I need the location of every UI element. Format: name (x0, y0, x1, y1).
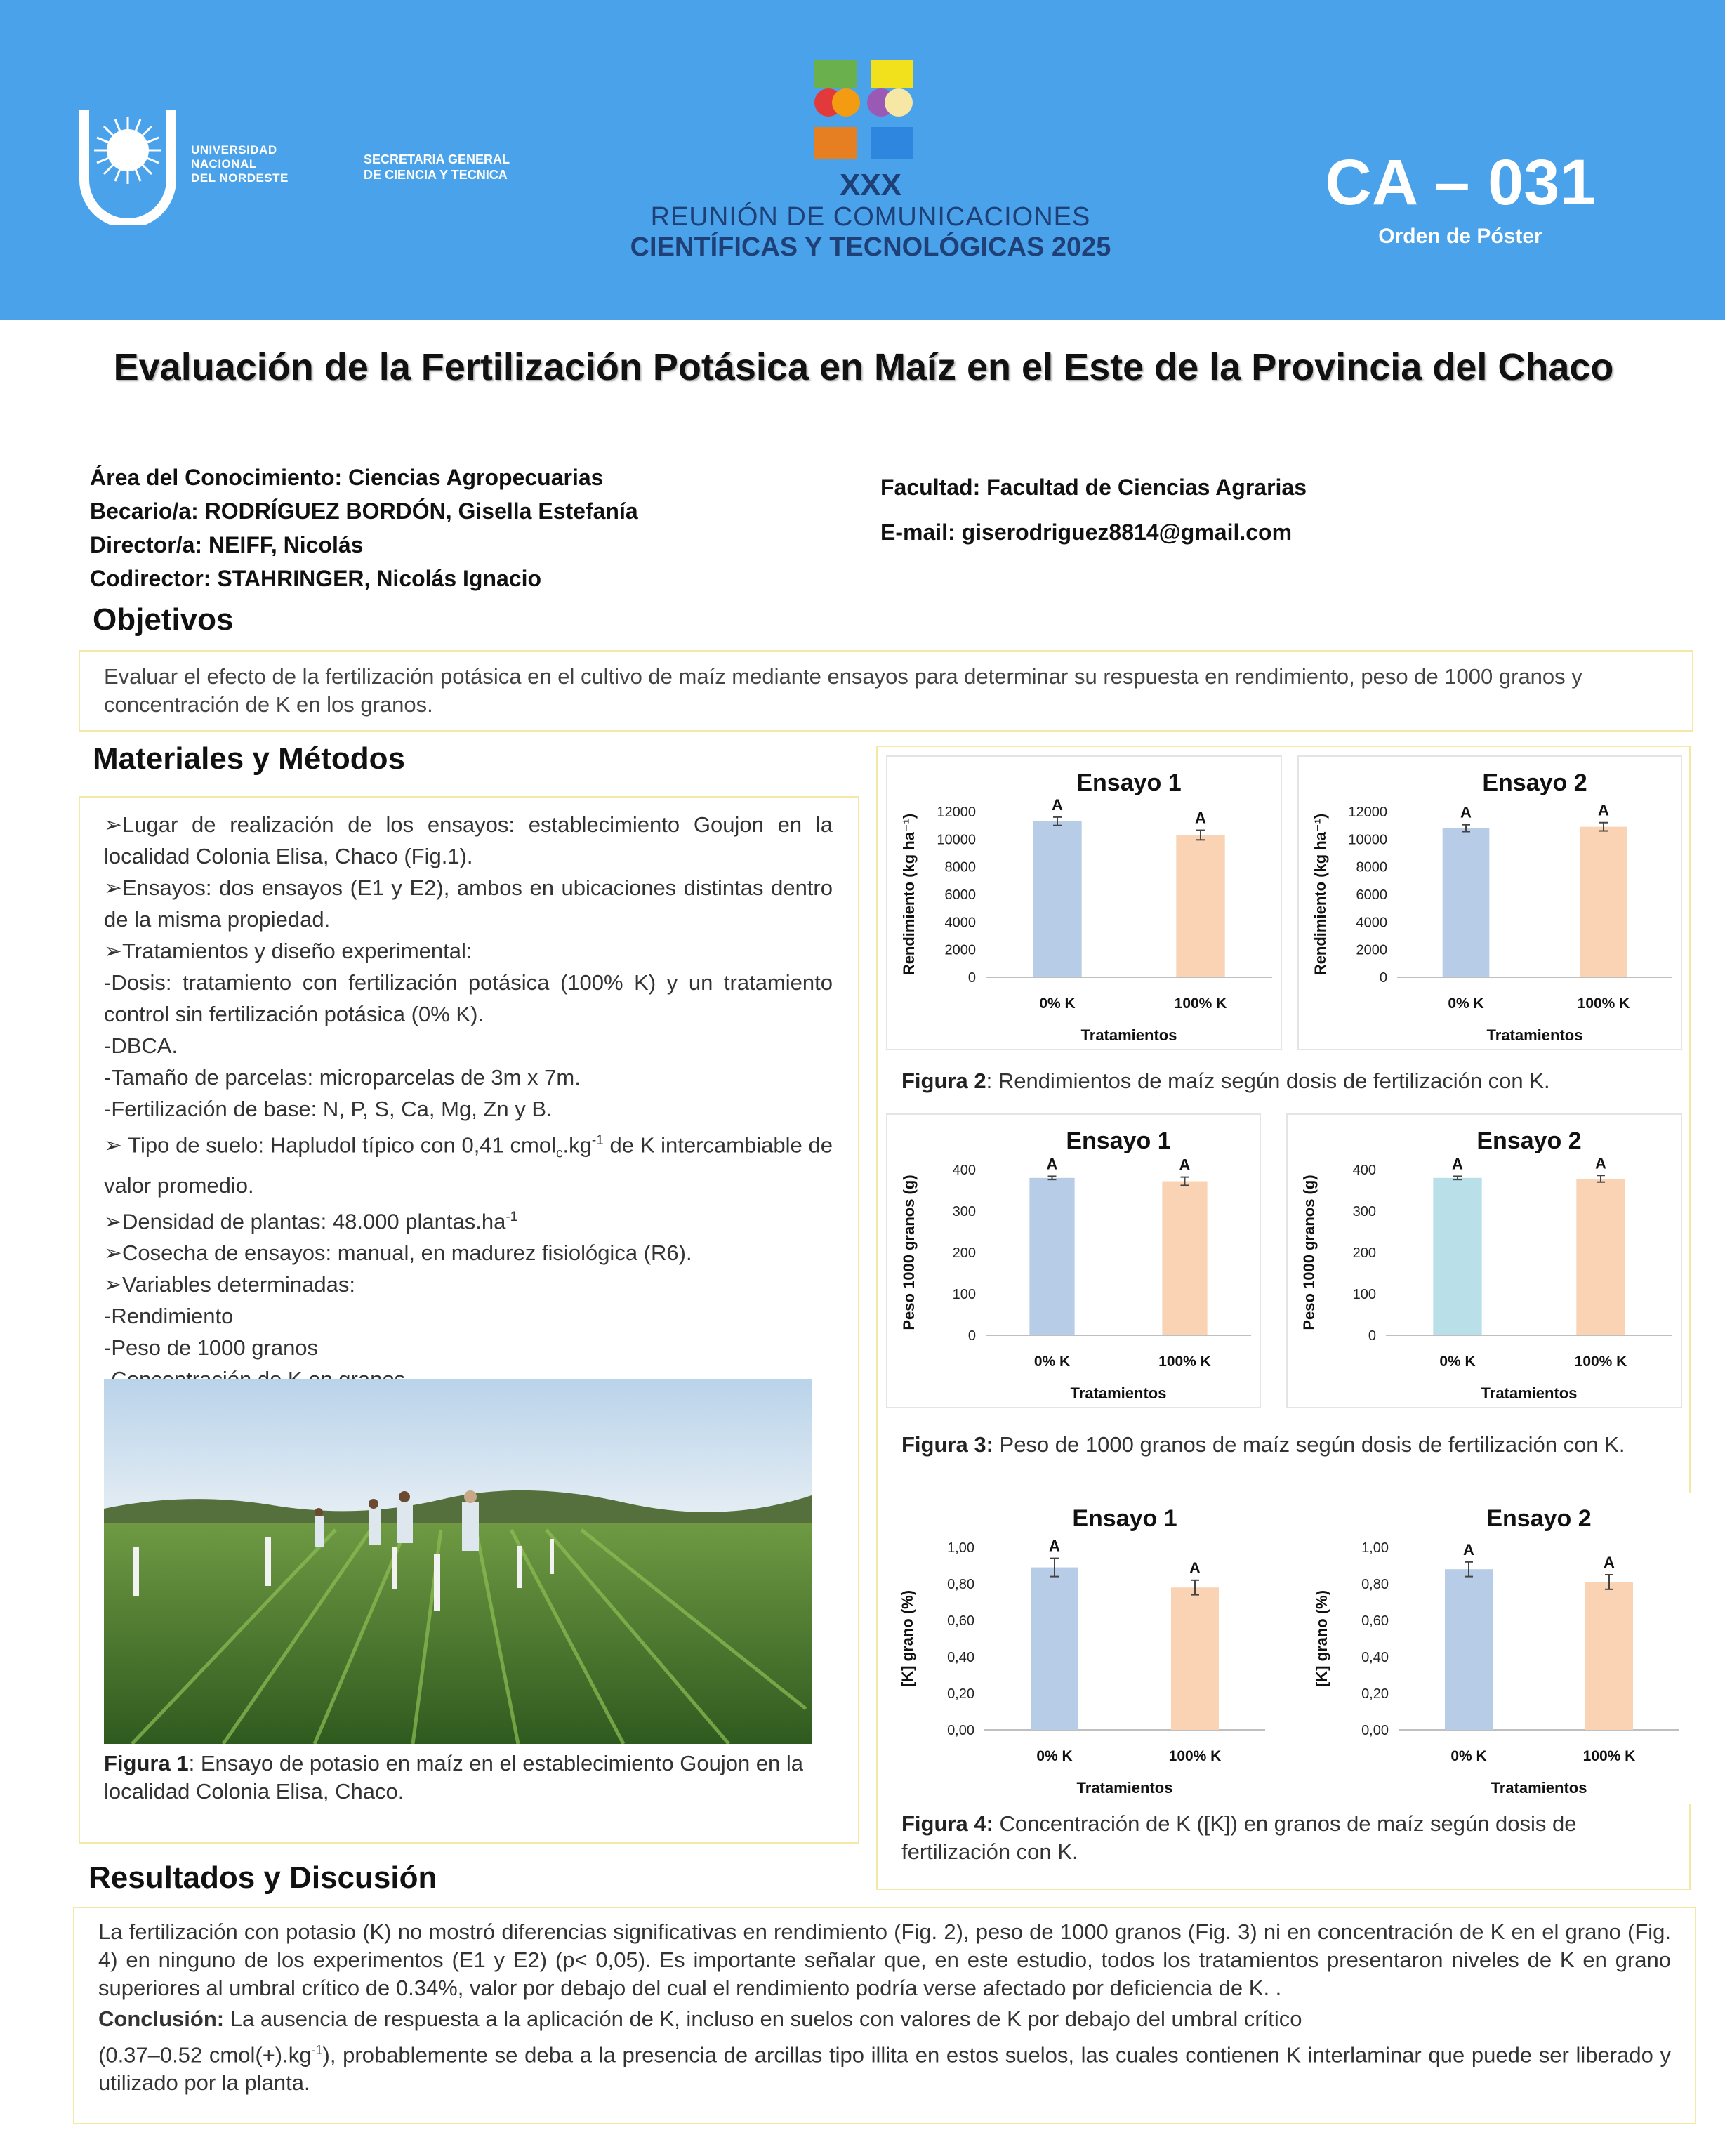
event-title (618, 168, 1123, 263)
y-tick-label: 400 (1352, 1163, 1376, 1178)
method-item: ➢Tratamientos y diseño experimental: (104, 939, 472, 963)
y-tick-label: 0,20 (1361, 1686, 1389, 1702)
figure-1-caption (104, 1750, 834, 1806)
y-tick-label: 0 (1368, 1328, 1376, 1344)
figure-1-text: : Ensayo de potasio en maíz en el establecimiento Goujon en la localidad Colonia Elisa, Chaco. (104, 1751, 804, 1804)
figure-3-label: Figura 3: (901, 1432, 993, 1457)
y-tick-label: 0 (967, 970, 976, 986)
method-item-density (104, 1201, 833, 1237)
significance-letter: A (1195, 809, 1206, 827)
chart-f4e1-svg (886, 1493, 1276, 1804)
university-line-2: NACIONAL (191, 157, 257, 171)
bar (1033, 821, 1081, 977)
significance-letter: A (1595, 1154, 1606, 1172)
method-item: -DBCA. (104, 1033, 178, 1058)
chart-f3e2-svg (1288, 1115, 1684, 1410)
codirector-label: Codirector: (90, 566, 211, 591)
method-item: -Tamaño de parcelas: microparcelas de 3m x 7m. (104, 1065, 581, 1090)
reunion-logo-icon (814, 60, 913, 159)
method-item: ➢Lugar de realización de los ensayos: establecimiento Goujon en la localidad Colonia Elisa, Chaco (Fig.1). (104, 812, 833, 868)
area-value: Ciencias Agropecuarias (348, 465, 604, 490)
x-tick-label: 0% K (1448, 996, 1484, 1012)
y-tick-label: 6000 (944, 887, 976, 903)
bar (1171, 1587, 1219, 1730)
y-tick-label: 4000 (944, 915, 976, 931)
becario-row (90, 494, 638, 528)
soil-text-a: ➢ Tipo de suelo: Hapludol típico con 0,41 cmol (104, 1132, 556, 1158)
y-tick-label: 0,60 (947, 1613, 974, 1629)
facultad-row (880, 465, 1307, 510)
figure-4-label: Figura 4: (901, 1811, 993, 1836)
significance-letter: A (1049, 1537, 1060, 1555)
y-tick-label: 1,00 (947, 1540, 974, 1556)
chart-title: Ensayo 2 (1476, 1127, 1582, 1154)
email-value: giserodriguez8814@gmail.com (961, 520, 1293, 545)
significance-letter: A (1189, 1559, 1201, 1577)
y-tick-label: 6000 (1356, 887, 1387, 903)
density-text: ➢Densidad de plantas: 48.000 plantas.ha (104, 1208, 506, 1234)
method-item: ➢Variables determinadas: (104, 1271, 355, 1297)
x-axis-label: Tratamientos (1481, 1384, 1578, 1402)
figure-4-text: Concentración de K ([K]) en granos de maíz según dosis de fertilización con K. (901, 1811, 1577, 1864)
poster-title: Evaluación de la Fertilización Potásica en Maíz en el Este de la Provincia del Chaco (113, 346, 1614, 388)
chart-f2e2-svg (1299, 757, 1684, 1052)
y-tick-label: 100 (1352, 1287, 1376, 1302)
bar (1443, 828, 1490, 977)
facultad-value: Facultad de Ciencias Agrarias (986, 475, 1307, 500)
x-axis-label: Tratamientos (1080, 1026, 1177, 1044)
y-tick-label: 0,80 (947, 1577, 974, 1592)
y-tick-label: 0 (1379, 970, 1387, 986)
method-item: ➢Ensayos: dos ensayos (E1 y E2), ambos en ubicaciones distintas dentro de la misma propiedad. (104, 875, 833, 932)
facultad-label: Facultad: (880, 475, 981, 500)
y-tick-label: 2000 (944, 942, 976, 958)
y-axis-label: [K] grano (%) (1313, 1589, 1330, 1688)
y-tick-label: 0,00 (947, 1723, 974, 1738)
y-tick-label: 0,40 (947, 1650, 974, 1665)
y-tick-label: 0 (967, 1328, 976, 1344)
y-tick-label: 0,80 (1361, 1577, 1389, 1592)
codirector-value: STAHRINGER, Nicolás Ignacio (217, 566, 542, 591)
event-line-2: CIENTÍFICAS Y TECNOLÓGICAS 2025 (630, 232, 1111, 262)
conclusion-label: Conclusión: (98, 2006, 225, 2031)
chart-title: Ensayo 2 (1482, 769, 1587, 796)
chart-f4e2 (1300, 1493, 1691, 1804)
method-item: -Fertilización de base: N, P, S, Ca, Mg, Zn y B. (104, 1097, 553, 1121)
figure-2-caption (901, 1067, 1674, 1095)
chart-f3e1 (886, 1113, 1261, 1408)
y-tick-label: 10000 (937, 832, 976, 848)
significance-letter: A (1598, 801, 1609, 819)
y-tick-label: 0,00 (1361, 1723, 1389, 1738)
chart-title: Ensayo 1 (1072, 1505, 1177, 1532)
event-line-1: REUNIÓN DE COMUNICACIONES (650, 202, 1091, 232)
chart-title: Ensayo 2 (1486, 1505, 1592, 1532)
soil-text-c: de K intercambiable de valor promedio. (104, 1132, 833, 1198)
x-tick-label: 0% K (1039, 996, 1076, 1012)
significance-letter: A (1179, 1156, 1191, 1174)
bar (1433, 1178, 1481, 1335)
figure-1-label: Figura 1 (104, 1751, 189, 1775)
x-tick-label: 0% K (1036, 1748, 1073, 1764)
poster-order-label: Orden de Póster (1378, 225, 1542, 248)
director-label: Director/a: (90, 532, 203, 557)
secretaria-name (364, 152, 510, 183)
significance-letter: A (1463, 1540, 1474, 1559)
y-axis-label: Peso 1000 granos (g) (900, 1175, 918, 1330)
resultados-text (98, 1918, 1671, 2097)
x-axis-label: Tratamientos (1486, 1026, 1583, 1044)
y-tick-label: 1,00 (1361, 1540, 1389, 1556)
y-tick-label: 0,40 (1361, 1650, 1389, 1665)
header-banner (0, 0, 1725, 320)
chart-f4e1 (886, 1493, 1276, 1804)
event-number: XXX (839, 168, 902, 202)
bar (1445, 1569, 1493, 1730)
x-tick-label: 100% K (1574, 1354, 1627, 1370)
x-axis-label: Tratamientos (1076, 1779, 1173, 1797)
conclusion-text-a: La ausencia de respuesta a la aplicación de K, incluso en suelos con valores de K por debajo del umbral crítico (224, 2006, 1302, 2031)
chart-f2e1-svg (887, 757, 1283, 1052)
resultados-heading: Resultados y Discusión (88, 1860, 437, 1895)
info-right-block (880, 465, 1307, 555)
chart-f3e2 (1286, 1113, 1682, 1408)
university-line-3: DEL NORDESTE (191, 171, 289, 185)
email-label: E-mail: (880, 520, 956, 545)
bar (1162, 1182, 1207, 1335)
bar (1580, 827, 1627, 977)
significance-letter: A (1452, 1155, 1463, 1173)
university-line-1: UNIVERSIDAD (191, 143, 277, 157)
x-tick-label: 100% K (1174, 996, 1227, 1012)
y-tick-label: 12000 (937, 805, 976, 820)
y-tick-label: 300 (952, 1204, 976, 1219)
y-axis-label: [K] grano (%) (899, 1589, 916, 1688)
y-tick-label: 200 (952, 1245, 976, 1261)
figure-3-caption (901, 1431, 1674, 1459)
secretaria-line-1: SECRETARIA GENERAL (364, 152, 510, 166)
x-tick-label: 100% K (1577, 996, 1630, 1012)
director-value: NEIFF, Nicolás (208, 532, 364, 557)
chart-title: Ensayo 1 (1066, 1127, 1171, 1154)
significance-letter: A (1052, 795, 1063, 814)
soil-text-b: .kg (562, 1132, 592, 1158)
materiales-text (104, 809, 833, 1395)
y-tick-label: 400 (952, 1163, 976, 1178)
y-tick-label: 2000 (1356, 942, 1387, 958)
conclusion-text-c: ), probablemente se deba a la presencia de arcillas tipo illita en estos suelos, las cuales contienen K interlaminar que puede ser liberado y utilizado por la planta. (98, 2042, 1672, 2096)
chart-f3e1-svg (887, 1115, 1262, 1410)
soil-sup: -1 (591, 1133, 604, 1148)
y-axis-label: Rendimiento (kg ha⁻¹) (1311, 813, 1329, 976)
conclusion-sup: -1 (311, 2043, 323, 2057)
becario-value: RODRÍGUEZ BORDÓN, Gisella Estefanía (204, 498, 638, 524)
significance-letter: A (1604, 1554, 1615, 1571)
chart-f2e1 (886, 755, 1282, 1050)
x-tick-label: 100% K (1158, 1354, 1211, 1370)
chart-f2e2 (1297, 755, 1682, 1050)
university-name (191, 143, 289, 185)
y-axis-label: Peso 1000 granos (g) (1300, 1175, 1318, 1330)
materiales-heading: Materiales y Métodos (93, 741, 406, 776)
y-tick-label: 0,60 (1361, 1613, 1389, 1629)
x-axis-label: Tratamientos (1070, 1384, 1167, 1402)
codirector-row (90, 562, 638, 595)
bar (1031, 1568, 1078, 1730)
x-tick-label: 100% K (1168, 1748, 1222, 1764)
chart-f4e2-svg (1300, 1493, 1691, 1804)
method-item: -Dosis: tratamiento con fertilización potásica (100% K) y un tratamiento control sin fertilización potásica (0% K). (104, 970, 833, 1026)
unne-logo-icon (79, 110, 177, 225)
secretaria-line-2: DE CIENCIA Y TECNICA (364, 168, 508, 182)
director-row (90, 528, 638, 562)
becario-label: Becario/a: (90, 498, 199, 524)
y-tick-label: 200 (1352, 1245, 1376, 1261)
method-item-soil (104, 1125, 833, 1201)
bar (1176, 835, 1224, 977)
soil-sub: c (556, 1146, 563, 1161)
conclusion-paragraph (98, 2005, 1671, 2033)
method-item: ➢Cosecha de ensayos: manual, en madurez fisiológica (R6). (104, 1240, 692, 1265)
figure-3-text: Peso de 1000 granos de maíz según dosis de fertilización con K. (993, 1432, 1625, 1457)
density-sup: -1 (505, 1209, 518, 1224)
field-photo (104, 1379, 812, 1744)
objetivos-text: Evaluar el efecto de la fertilización potásica en el cultivo de maíz mediante ensayos para determinar su respuesta en rendimiento, peso de 1000 granos y concentración de K en los granos. (104, 664, 1582, 717)
conclusion-paragraph-2 (98, 2036, 1671, 2097)
x-tick-label: 100% K (1582, 1748, 1636, 1764)
method-item: -Rendimiento (104, 1303, 234, 1328)
significance-letter: A (1460, 803, 1472, 821)
figure-2-label: Figura 2 (901, 1069, 986, 1093)
area-label: Área del Conocimiento: (90, 465, 343, 490)
bar (1585, 1582, 1633, 1730)
y-tick-label: 100 (952, 1287, 976, 1302)
x-tick-label: 0% K (1439, 1354, 1476, 1370)
info-left-block (90, 461, 638, 595)
x-tick-label: 0% K (1450, 1748, 1487, 1764)
chart-title: Ensayo 1 (1076, 769, 1182, 796)
y-tick-label: 300 (1352, 1204, 1376, 1219)
y-tick-label: 8000 (1356, 859, 1387, 875)
y-tick-label: 10000 (1348, 832, 1387, 848)
area-row (90, 461, 638, 494)
y-tick-label: 4000 (1356, 915, 1387, 931)
y-axis-label: Rendimiento (kg ha⁻¹) (900, 813, 918, 976)
poster-code: CA – 031 (1325, 147, 1596, 218)
email-row (880, 510, 1307, 555)
results-paragraph: La fertilización con potasio (K) no mostró diferencias significativas en rendimiento (Fig. 2), peso de 1000 granos (Fig. 3) ni en concentración de K en el grano (Fig. 4) en ninguno de los experimentos (E1 y E2) (p< 0,05). Es importante señalar que, en este estudio, todos los tratamientos presentaron niveles de K en grano superiores al umbral crítico de 0.34%, valor por debajo del cual el rendimiento podría verse afectado por deficiencia de K. . (98, 1919, 1671, 2000)
bar (1576, 1179, 1625, 1335)
conclusion-text-b: (0.37–0.52 cmol(+).kg (98, 2042, 312, 2068)
significance-letter: A (1046, 1155, 1058, 1173)
y-tick-label: 12000 (1348, 805, 1387, 820)
objetivos-heading: Objetivos (93, 602, 234, 637)
figure-4-caption (901, 1810, 1674, 1866)
method-item: -Peso de 1000 granos (104, 1335, 319, 1360)
bar (1029, 1178, 1074, 1335)
y-tick-label: 8000 (944, 859, 976, 875)
y-tick-label: 0,20 (947, 1686, 974, 1702)
x-axis-label: Tratamientos (1491, 1779, 1587, 1797)
figure-2-text: : Rendimientos de maíz según dosis de fertilización con K. (986, 1069, 1550, 1093)
x-tick-label: 0% K (1033, 1354, 1071, 1370)
